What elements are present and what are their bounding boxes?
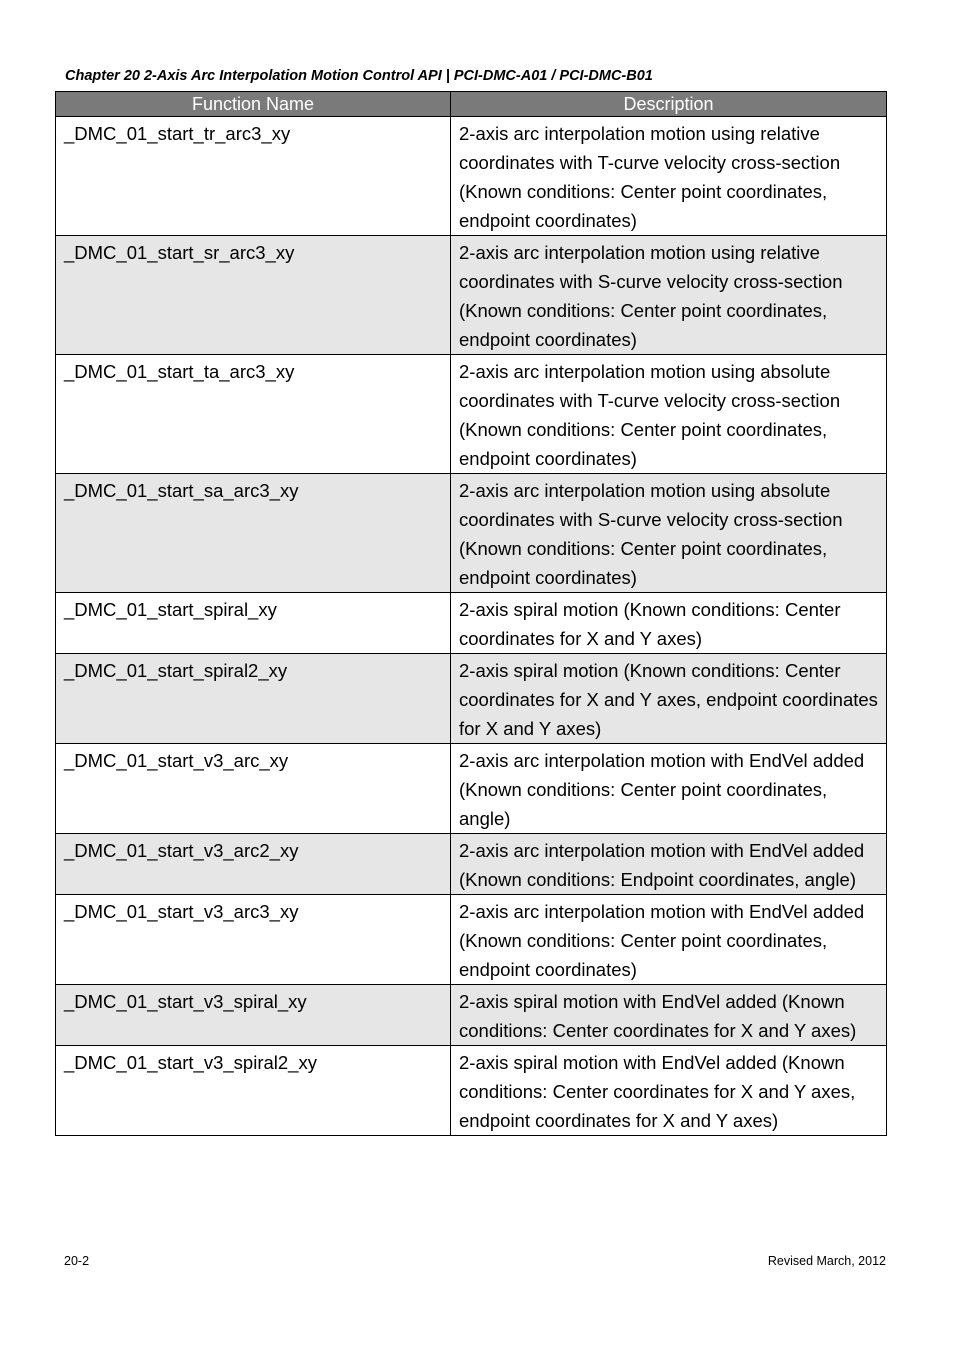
description-cell: 2-axis arc interpolation motion using absolute coordinates with T-curve velocity cross-section (Known conditions: Center point coordinates, endpoint coordinates)	[451, 355, 887, 474]
function-name-cell: _DMC_01_start_sa_arc3_xy	[56, 474, 451, 593]
description-cell: 2-axis arc interpolation motion with EndVel added (Known conditions: Center point coordinates, angle)	[451, 744, 887, 834]
table-row	[56, 117, 887, 236]
function-name-cell: _DMC_01_start_v3_arc3_xy	[56, 895, 451, 985]
chapter-header: Chapter 20 2-Axis Arc Interpolation Motion Control API | PCI-DMC-A01 / PCI-DMC-B01	[65, 68, 653, 84]
description-cell: 2-axis arc interpolation motion with EndVel added (Known conditions: Endpoint coordinates, angle)	[451, 834, 887, 895]
table-row	[56, 593, 887, 654]
table-row	[56, 1046, 887, 1136]
function-name-cell: _DMC_01_start_v3_arc_xy	[56, 744, 451, 834]
description-cell: 2-axis arc interpolation motion using relative coordinates with T-curve velocity cross-section (Known conditions: Center point coordinates, endpoint coordinates)	[451, 117, 887, 236]
table-row	[56, 654, 887, 744]
description-cell: 2-axis spiral motion (Known conditions: Center coordinates for X and Y axes, endpoint coordinates for X and Y axes)	[451, 654, 887, 744]
description-cell: 2-axis spiral motion with EndVel added (Known conditions: Center coordinates for X and Y axes, endpoint coordinates for X and Y axes)	[451, 1046, 887, 1136]
function-name-cell: _DMC_01_start_v3_arc2_xy	[56, 834, 451, 895]
function-name-cell: _DMC_01_start_spiral_xy	[56, 593, 451, 654]
description-cell: 2-axis arc interpolation motion using relative coordinates with S-curve velocity cross-section (Known conditions: Center point coordinates, endpoint coordinates)	[451, 236, 887, 355]
table-row	[56, 834, 887, 895]
table-row	[56, 985, 887, 1046]
function-name-cell: _DMC_01_start_ta_arc3_xy	[56, 355, 451, 474]
table-row	[56, 474, 887, 593]
column-header-function-name: Function Name	[56, 92, 451, 117]
column-header-description: Description	[451, 92, 887, 117]
description-cell: 2-axis spiral motion with EndVel added (Known conditions: Center coordinates for X and Y axes)	[451, 985, 887, 1046]
function-name-cell: _DMC_01_start_v3_spiral2_xy	[56, 1046, 451, 1136]
table-row	[56, 895, 887, 985]
description-cell: 2-axis spiral motion (Known conditions: Center coordinates for X and Y axes)	[451, 593, 887, 654]
table-row	[56, 355, 887, 474]
function-name-cell: _DMC_01_start_tr_arc3_xy	[56, 117, 451, 236]
description-cell: 2-axis arc interpolation motion using absolute coordinates with S-curve velocity cross-section (Known conditions: Center point coordinates, endpoint coordinates)	[451, 474, 887, 593]
table-header-row	[56, 92, 887, 117]
table-row	[56, 236, 887, 355]
page-number: 20-2	[64, 1254, 90, 1268]
function-table	[55, 91, 887, 1136]
function-name-cell: _DMC_01_start_v3_spiral_xy	[56, 985, 451, 1046]
description-cell: 2-axis arc interpolation motion with EndVel added (Known conditions: Center point coordinates, endpoint coordinates)	[451, 895, 887, 985]
function-name-cell: _DMC_01_start_spiral2_xy	[56, 654, 451, 744]
table-row	[56, 744, 887, 834]
revision-date: Revised March, 2012	[767, 1254, 886, 1268]
function-name-cell: _DMC_01_start_sr_arc3_xy	[56, 236, 451, 355]
